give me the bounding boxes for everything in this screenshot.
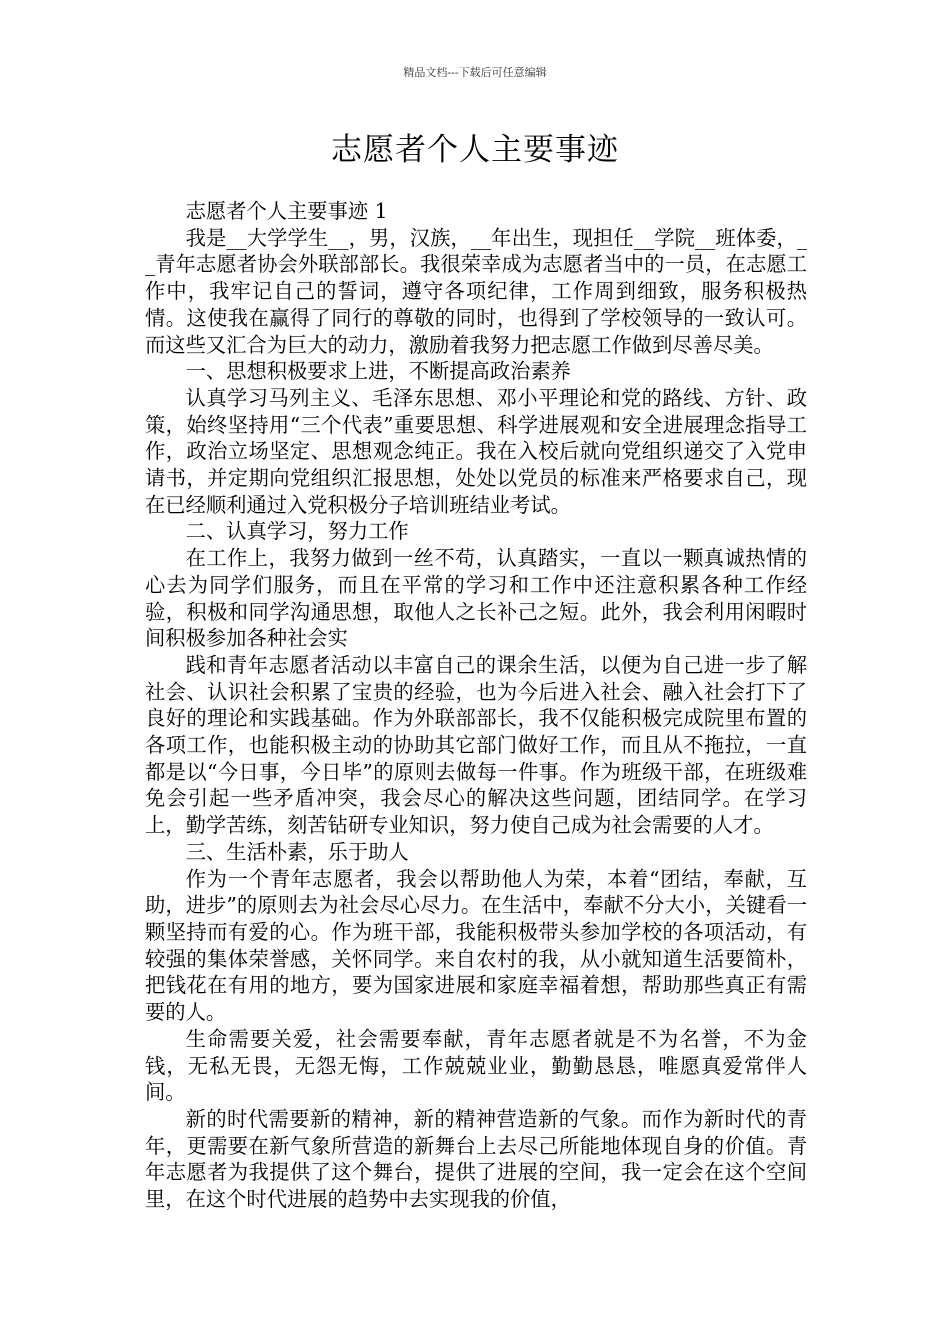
document-title: 志愿者个人主要事迹 [331, 132, 619, 168]
paragraph-study-2: 践和青年志愿者活动以丰富自己的课余生活，以便为自己进一步了解社会、认识社会积累了宝贵的经验，也为今后进入社会、融入社会打下了良好的理论和实践基础。作为外联部部长，我不仅能积极完成院里布置的各项工作，也能积极主动的协助其它部门做好工作，而且从不拖拉，一直都是以“今日事，今日毕”的原则去做每一件事。作为班级干部，在班级难免会引起一些矛盾冲突，我会尽心的解决这些问题，团结同学。在学习上，勤学苦练，刻苦钻研专业知识，努力使自己成为社会需要的人才。 [145, 652, 807, 838]
header-note: 精品文档---下载后可任意编辑 [403, 66, 547, 79]
document-body [145, 198, 807, 1213]
paragraph-politics: 认真学习马列主义、毛泽东思想、邓小平理论和党的路线、方针、政策，始终坚持用“三个代表”重要思想、科学进展观和安全进展理念指导工作，政治立场坚定、思想观念纯正。我在入校后就向党组织递交了入党申请书，并定期向党组织汇报思想，处处以党员的标准来严格要求自己，现在已经顺利通过入党积极分子培训班结业考试。 [145, 385, 807, 517]
section-heading-life: 三、生活朴素，乐于助人 [185, 839, 409, 864]
paragraph-dedication: 生命需要关爱，社会需要奉献，青年志愿者就是不为名誉，不为金钱，无私无畏，无怨无悔，工作兢兢业业，勤勤恳恳，唯愿真爱常伴人间。 [145, 1026, 807, 1105]
section-heading-study: 二、认真学习，努力工作 [185, 519, 409, 544]
paragraph-new-era: 新的时代需要新的精神，新的精神营造新的气象。而作为新时代的青年，更需要在新气象所营造的新舞台上去尽己所能地体现自身的价值。青年志愿者为我提供了这个舞台，提供了进展的空间，我一定会在这个空间里，在这个时代进展的趋势中去实现我的价值， [145, 1106, 807, 1212]
paragraph-intro: 我是__大学学生__，男，汉族，__年出生，现担任__学院__班体委，__青年志愿者协会外联部部长。我很荣幸成为志愿者当中的一员，在志愿工作中，我牢记自己的誓词，遵守各项纪律，工作周到细致，服务积极热情。这使我在赢得了同行的尊敬的同时，也得到了学校领导的一致认可。而这些又汇合为巨大的动力，激励着我努力把志愿工作做到尽善尽美。 [145, 225, 807, 357]
paragraph-life: 作为一个青年志愿者，我会以帮助他人为荣，本着“团结，奉献，互助，进步”的原则去为社会尽心尽力。在生活中，奉献不分大小，关键看一颗坚持而有爱的心。作为班干部，我能积极带头参加学校的各项活动，有较强的集体荣誉感，关怀同学。来自农村的我，从小就知道生活要简朴，把钱花在有用的地方，要为国家进展和家庭幸福着想，帮助那些真正有需要的人。 [145, 866, 807, 1025]
section-heading-politics: 一、思想积极要求上进，不断提高政治素养 [185, 359, 571, 384]
paragraph-study-1: 在工作上，我努力做到一丝不苟，认真踏实，一直以一颗真诚热情的心去为同学们服务，而且在平常的学习和工作中还注意积累各种工作经验，积极和同学沟通思想，取他人之长补己之短。此外，我会利用闲暇时间积极参加各种社会实 [145, 546, 807, 651]
section-heading-1: 志愿者个人主要事迹 1 [185, 199, 388, 223]
